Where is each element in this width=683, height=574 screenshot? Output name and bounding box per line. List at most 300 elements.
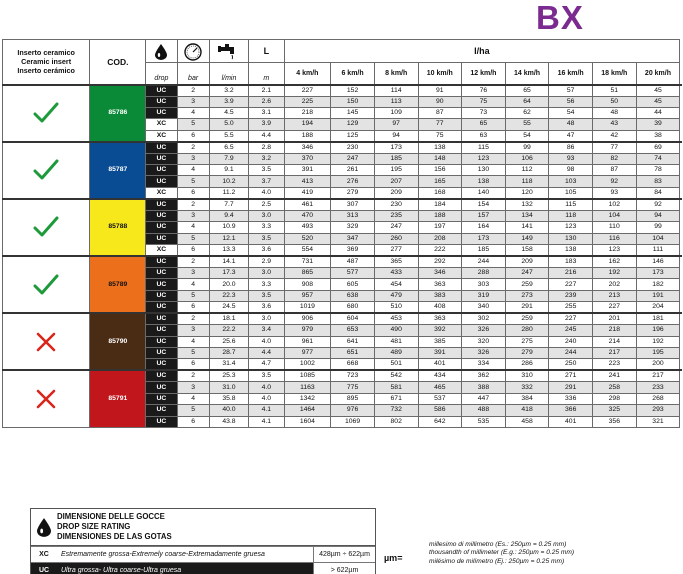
height-m: 3.3: [249, 222, 284, 233]
insert-header-it: Inserto ceramico: [17, 48, 75, 58]
rate-lha: 604: [331, 313, 375, 325]
rate-lha: 114: [374, 85, 418, 97]
rate-lha: 227: [593, 302, 637, 314]
rate-lha: 92: [593, 176, 637, 187]
legend-range: > 622µm: [313, 563, 375, 574]
rate-lha: 293: [636, 405, 680, 416]
rate-lha: 218: [593, 325, 637, 336]
rate-lha: 453: [374, 313, 418, 325]
rate-lha: 164: [462, 222, 506, 233]
height-m: 3.5: [249, 290, 284, 301]
rate-lha: 413: [284, 176, 331, 187]
height-m: 3.5: [249, 233, 284, 244]
rate-lha: 365: [374, 256, 418, 268]
rate-lha: 865: [284, 268, 331, 279]
rate-lha: 510: [374, 302, 418, 314]
drop-size-badge: UC: [146, 210, 177, 221]
rate-lha: 200: [636, 359, 680, 371]
flow-lmin: 28.7: [209, 347, 248, 358]
rate-lha: 112: [505, 165, 549, 176]
rate-lha: 356: [593, 416, 637, 427]
flow-lmin: 25.3: [209, 370, 248, 382]
micro-note-line: milésimo de milímetro (Ej.: 250µm = 0.25 mm): [429, 557, 565, 565]
rate-lha: 45: [636, 85, 680, 97]
rate-lha: 230: [331, 142, 375, 154]
rate-lha: 138: [418, 142, 462, 154]
rate-lha: 454: [374, 279, 418, 290]
pressure-bar: 3: [177, 153, 209, 164]
rate-lha: 418: [505, 405, 549, 416]
pressure-bar: 4: [177, 393, 209, 404]
rate-lha: 191: [636, 290, 680, 301]
rate-lha: 185: [462, 245, 506, 257]
rate-lha: 77: [593, 142, 637, 154]
rate-lha: 554: [284, 245, 331, 257]
rate-lha: 208: [418, 233, 462, 244]
rate-lha: 141: [505, 222, 549, 233]
rate-lha: 194: [284, 119, 331, 130]
rate-lha: 434: [418, 370, 462, 382]
rate-lha: 370: [284, 153, 331, 164]
rate-lha: 286: [505, 359, 549, 371]
rate-lha: 802: [374, 416, 418, 427]
pressure-bar: 2: [177, 85, 209, 97]
rate-lha: 87: [593, 165, 637, 176]
pressure-bar: 2: [177, 199, 209, 211]
rate-lha: 183: [549, 256, 593, 268]
flow-lmin: 3.2: [209, 85, 248, 97]
height-m: 3.2: [249, 153, 284, 164]
drop-size-badge: UC: [146, 165, 177, 176]
flow-lmin: 4.5: [209, 107, 248, 118]
rate-lha: 723: [331, 370, 375, 382]
rate-lha: 38: [636, 130, 680, 142]
height-m: 3.3: [249, 279, 284, 290]
drop-size-badge: XC: [146, 130, 177, 142]
rate-lha: 481: [374, 336, 418, 347]
rate-lha: 78: [636, 165, 680, 176]
rate-lha: 298: [593, 393, 637, 404]
rate-lha: 310: [505, 370, 549, 382]
rate-lha: 74: [636, 153, 680, 164]
rate-lha: 581: [374, 382, 418, 393]
table-row: [3, 85, 683, 97]
rate-lha: 43: [593, 119, 637, 130]
rate-lha: 195: [636, 347, 680, 358]
drop-icon: [37, 518, 51, 537]
rate-lha: 209: [374, 187, 418, 199]
rate-lha: 385: [418, 336, 462, 347]
flow-lmin: 5.0: [209, 119, 248, 130]
rate-lha: 461: [284, 199, 331, 211]
nozzle-code: 85790: [90, 313, 146, 370]
pressure-bar: 5: [177, 119, 209, 130]
rate-lha: 391: [284, 165, 331, 176]
height-m: 3.9: [249, 119, 284, 130]
table-row: [3, 142, 683, 154]
rate-lha: 65: [505, 85, 549, 97]
rate-lha: 222: [418, 245, 462, 257]
rate-lha: 288: [462, 268, 506, 279]
rate-lha: 209: [505, 256, 549, 268]
rate-lha: 275: [505, 336, 549, 347]
rate-lha: 384: [505, 393, 549, 404]
rate-lha: 255: [549, 302, 593, 314]
rate-lha: 204: [636, 302, 680, 314]
rate-lha: 258: [593, 382, 637, 393]
rate-lha: 45: [636, 96, 680, 107]
rate-lha: 292: [418, 256, 462, 268]
pressure-bar: 4: [177, 222, 209, 233]
drop-size-badge: UC: [146, 313, 177, 325]
legend-title-es: DIMENSIONES DE LAS GOTAS: [57, 532, 172, 541]
drop-size-badge: UC: [146, 96, 177, 107]
rate-lha: 48: [593, 107, 637, 118]
pressure-bar: 3: [177, 96, 209, 107]
rate-lha: 291: [505, 302, 549, 314]
pressure-bar: 5: [177, 290, 209, 301]
rate-lha: 906: [284, 313, 331, 325]
rate-lha: 196: [636, 325, 680, 336]
rate-lha: 39: [636, 119, 680, 130]
height-m: 2.5: [249, 199, 284, 211]
rate-lha: 1002: [284, 359, 331, 371]
pressure-bar: 3: [177, 210, 209, 221]
rate-lha: 94: [636, 210, 680, 221]
rate-lha: 313: [331, 210, 375, 221]
rate-lha: 1604: [284, 416, 331, 427]
rate-lha: 346: [284, 142, 331, 154]
drop-size-badge: UC: [146, 393, 177, 404]
rate-lha: 63: [462, 130, 506, 142]
legend-range: 428µm ÷ 622µm: [313, 547, 375, 562]
rate-lha: 207: [374, 176, 418, 187]
rate-lha: 84: [636, 187, 680, 199]
speed-header: 20 km/h: [636, 63, 680, 85]
legend-row-xc: [31, 546, 375, 562]
flow-lmin: 10.2: [209, 176, 248, 187]
legend-drop: [31, 518, 57, 537]
speed-header: 8 km/h: [374, 63, 418, 85]
rate-lha: 247: [374, 222, 418, 233]
rate-lha: 542: [374, 370, 418, 382]
rate-lha: 188: [284, 130, 331, 142]
height-m: 3.5: [249, 370, 284, 382]
rate-lha: 123: [549, 222, 593, 233]
drop-size-badge: UC: [146, 222, 177, 233]
flow-rate-table: [2, 39, 682, 428]
legend-code: XC: [39, 551, 49, 558]
rate-lha: 87: [418, 107, 462, 118]
rate-lha: 363: [418, 313, 462, 325]
rate-lha: 115: [462, 142, 506, 154]
legend-desc: Estremamente grossa-Extremely coarse-Extremadamente gruesa: [61, 551, 265, 558]
check-icon: [33, 216, 59, 238]
rate-lha: 62: [505, 107, 549, 118]
drop-size-badge: UC: [146, 256, 177, 268]
insert-header: [3, 40, 90, 85]
height-m: 3.4: [249, 325, 284, 336]
rate-lha: 340: [462, 302, 506, 314]
rate-lha: 326: [462, 325, 506, 336]
rate-lha: 392: [418, 325, 462, 336]
legend-header: [31, 509, 375, 546]
rate-lha: 217: [593, 347, 637, 358]
ceramic-insert-cell: [3, 85, 90, 142]
rate-lha: 1019: [284, 302, 331, 314]
table-row: [3, 199, 683, 211]
speed-header: 10 km/h: [418, 63, 462, 85]
flow-lmin: 40.0: [209, 405, 248, 416]
rate-lha: 218: [284, 107, 331, 118]
rate-lha: 346: [418, 268, 462, 279]
rate-lha: 94: [374, 130, 418, 142]
rate-lha: 638: [331, 290, 375, 301]
drop-size-badge: XC: [146, 245, 177, 257]
rate-lha: 895: [331, 393, 375, 404]
rate-lha: 103: [549, 176, 593, 187]
rate-lha: 165: [418, 176, 462, 187]
drop-size-badge: UC: [146, 268, 177, 279]
pressure-bar: 5: [177, 176, 209, 187]
rate-lha: 401: [549, 416, 593, 427]
speed-header: 16 km/h: [549, 63, 593, 85]
rate-lha: 65: [462, 119, 506, 130]
rate-lha: 279: [331, 187, 375, 199]
rate-lha: 332: [505, 382, 549, 393]
nozzle-code: 85791: [90, 370, 146, 427]
height-m: 3.0: [249, 313, 284, 325]
check-icon: [33, 102, 59, 124]
rate-lha: 54: [505, 130, 549, 142]
rate-lha: 129: [331, 119, 375, 130]
rate-lha: 132: [505, 199, 549, 211]
m-unit: m: [249, 63, 284, 85]
rate-lha: 732: [374, 405, 418, 416]
rate-lha: 419: [284, 187, 331, 199]
nozzle-code: 85787: [90, 142, 146, 199]
flow-lmin: 31.0: [209, 382, 248, 393]
flow-lmin: 18.1: [209, 313, 248, 325]
rate-lha: 156: [418, 165, 462, 176]
height-m: 3.1: [249, 107, 284, 118]
flow-lmin: 31.4: [209, 359, 248, 371]
rate-lha: 307: [331, 199, 375, 211]
drop-unit: drop: [146, 63, 177, 85]
faucet-icon: [218, 44, 240, 60]
drop-size-badge: UC: [146, 416, 177, 427]
rate-lha: 605: [331, 279, 375, 290]
nozzle-code: 85786: [90, 85, 146, 142]
height-m: 2.1: [249, 85, 284, 97]
rate-lha: 197: [418, 222, 462, 233]
lha-header: l/ha: [284, 40, 680, 63]
rate-lha: 1085: [284, 370, 331, 382]
rate-lha: 325: [593, 405, 637, 416]
rate-lha: 227: [549, 279, 593, 290]
legend-titles: [57, 512, 172, 542]
rate-lha: 277: [374, 245, 418, 257]
table-row: [3, 370, 683, 382]
rate-lha: 447: [462, 393, 506, 404]
rate-lha: 130: [462, 165, 506, 176]
pressure-bar: 2: [177, 370, 209, 382]
rate-lha: 961: [284, 336, 331, 347]
bar-header: [177, 40, 209, 63]
height-m: 2.9: [249, 256, 284, 268]
rate-lha: 158: [505, 245, 549, 257]
rate-lha: 227: [549, 313, 593, 325]
rate-lha: 388: [462, 382, 506, 393]
rate-lha: 276: [331, 176, 375, 187]
drop-size-badge: UC: [146, 347, 177, 358]
rate-lha: 279: [505, 347, 549, 358]
rate-lha: 489: [374, 347, 418, 358]
rate-lha: 148: [418, 153, 462, 164]
rate-lha: 280: [505, 325, 549, 336]
rate-lha: 537: [418, 393, 462, 404]
rate-lha: 433: [374, 268, 418, 279]
drop-size-badge: UC: [146, 199, 177, 211]
rate-lha: 247: [331, 153, 375, 164]
rate-lha: 363: [418, 279, 462, 290]
legend-row-uc: [31, 562, 375, 574]
rate-lha: 120: [505, 187, 549, 199]
height-m: 2.8: [249, 142, 284, 154]
pressure-gauge-icon: [184, 43, 202, 61]
rate-lha: 223: [593, 359, 637, 371]
pressure-bar: 4: [177, 279, 209, 290]
drop-size-badge: UC: [146, 382, 177, 393]
pressure-bar: 4: [177, 336, 209, 347]
rate-lha: 116: [593, 233, 637, 244]
rate-lha: 577: [331, 268, 375, 279]
rate-lha: 123: [462, 153, 506, 164]
drop-size-badge: UC: [146, 405, 177, 416]
rate-lha: 168: [418, 187, 462, 199]
pressure-bar: 5: [177, 347, 209, 358]
speed-header: 14 km/h: [505, 63, 549, 85]
rate-lha: 150: [331, 96, 375, 107]
ceramic-insert-cell: [3, 370, 90, 427]
rate-lha: 173: [636, 268, 680, 279]
rate-lha: 125: [331, 130, 375, 142]
height-m: 3.0: [249, 210, 284, 221]
pressure-bar: 4: [177, 165, 209, 176]
height-m: 4.4: [249, 347, 284, 358]
height-m: 4.0: [249, 336, 284, 347]
height-m: 4.0: [249, 187, 284, 199]
rate-lha: 99: [505, 142, 549, 154]
table-body: [3, 85, 683, 428]
nozzle-code: 85788: [90, 199, 146, 256]
flow-lmin: 12.1: [209, 233, 248, 244]
speed-header: 6 km/h: [331, 63, 375, 85]
rate-lha: 227: [284, 85, 331, 97]
micrometer-note: [384, 541, 683, 566]
flow-lmin: 13.3: [209, 245, 248, 257]
drop-size-badge: UC: [146, 107, 177, 118]
rate-lha: 99: [636, 222, 680, 233]
rate-lha: 91: [418, 85, 462, 97]
drop-size-badge: UC: [146, 279, 177, 290]
rate-lha: 47: [549, 130, 593, 142]
rate-lha: 146: [636, 256, 680, 268]
rate-lha: 154: [462, 199, 506, 211]
rate-lha: 86: [549, 142, 593, 154]
rate-lha: 113: [374, 96, 418, 107]
drop-header: [146, 40, 177, 63]
rate-lha: 319: [462, 290, 506, 301]
rate-lha: 50: [593, 96, 637, 107]
rate-lha: 302: [462, 313, 506, 325]
rate-lha: 273: [505, 290, 549, 301]
rate-lha: 106: [505, 153, 549, 164]
rate-lha: 535: [462, 416, 506, 427]
rate-lha: 42: [593, 130, 637, 142]
rate-lha: 54: [549, 107, 593, 118]
rate-lha: 56: [549, 96, 593, 107]
rate-lha: 213: [593, 290, 637, 301]
height-m: 4.0: [249, 382, 284, 393]
rate-lha: 90: [418, 96, 462, 107]
rate-lha: 1069: [331, 416, 375, 427]
drop-size-badge: UC: [146, 233, 177, 244]
rate-lha: 977: [284, 347, 331, 358]
flow-lmin: 17.3: [209, 268, 248, 279]
rate-lha: 93: [593, 187, 637, 199]
rate-lha: 671: [374, 393, 418, 404]
rate-lha: 259: [505, 279, 549, 290]
flow-lmin: 22.2: [209, 325, 248, 336]
lmin-header: [209, 40, 248, 63]
rate-lha: 465: [418, 382, 462, 393]
cod-header: COD.: [90, 40, 146, 85]
rate-lha: 145: [331, 107, 375, 118]
rate-lha: 347: [331, 233, 375, 244]
rate-lha: 77: [418, 119, 462, 130]
flow-lmin: 7.9: [209, 153, 248, 164]
rate-lha: 44: [636, 107, 680, 118]
flow-lmin: 3.9: [209, 96, 248, 107]
rate-lha: 268: [636, 393, 680, 404]
rate-lha: 75: [462, 96, 506, 107]
rate-lha: 247: [505, 268, 549, 279]
rate-lha: 188: [418, 210, 462, 221]
pressure-bar: 3: [177, 268, 209, 279]
rate-lha: 149: [505, 233, 549, 244]
rate-lha: 490: [374, 325, 418, 336]
rate-lha: 73: [462, 107, 506, 118]
height-m: 3.0: [249, 268, 284, 279]
rate-lha: 55: [505, 119, 549, 130]
rate-lha: 181: [636, 313, 680, 325]
rate-lha: 51: [593, 85, 637, 97]
rate-lha: 493: [284, 222, 331, 233]
rate-lha: 241: [593, 370, 637, 382]
pressure-bar: 6: [177, 416, 209, 427]
rate-lha: 668: [331, 359, 375, 371]
flow-lmin: 5.5: [209, 130, 248, 142]
drop-size-badge: XC: [146, 119, 177, 130]
flow-lmin: 7.7: [209, 199, 248, 211]
rate-lha: 225: [284, 96, 331, 107]
height-m: 4.1: [249, 416, 284, 427]
rate-lha: 401: [418, 359, 462, 371]
pressure-bar: 6: [177, 245, 209, 257]
rate-lha: 104: [593, 210, 637, 221]
rate-lha: 109: [374, 107, 418, 118]
